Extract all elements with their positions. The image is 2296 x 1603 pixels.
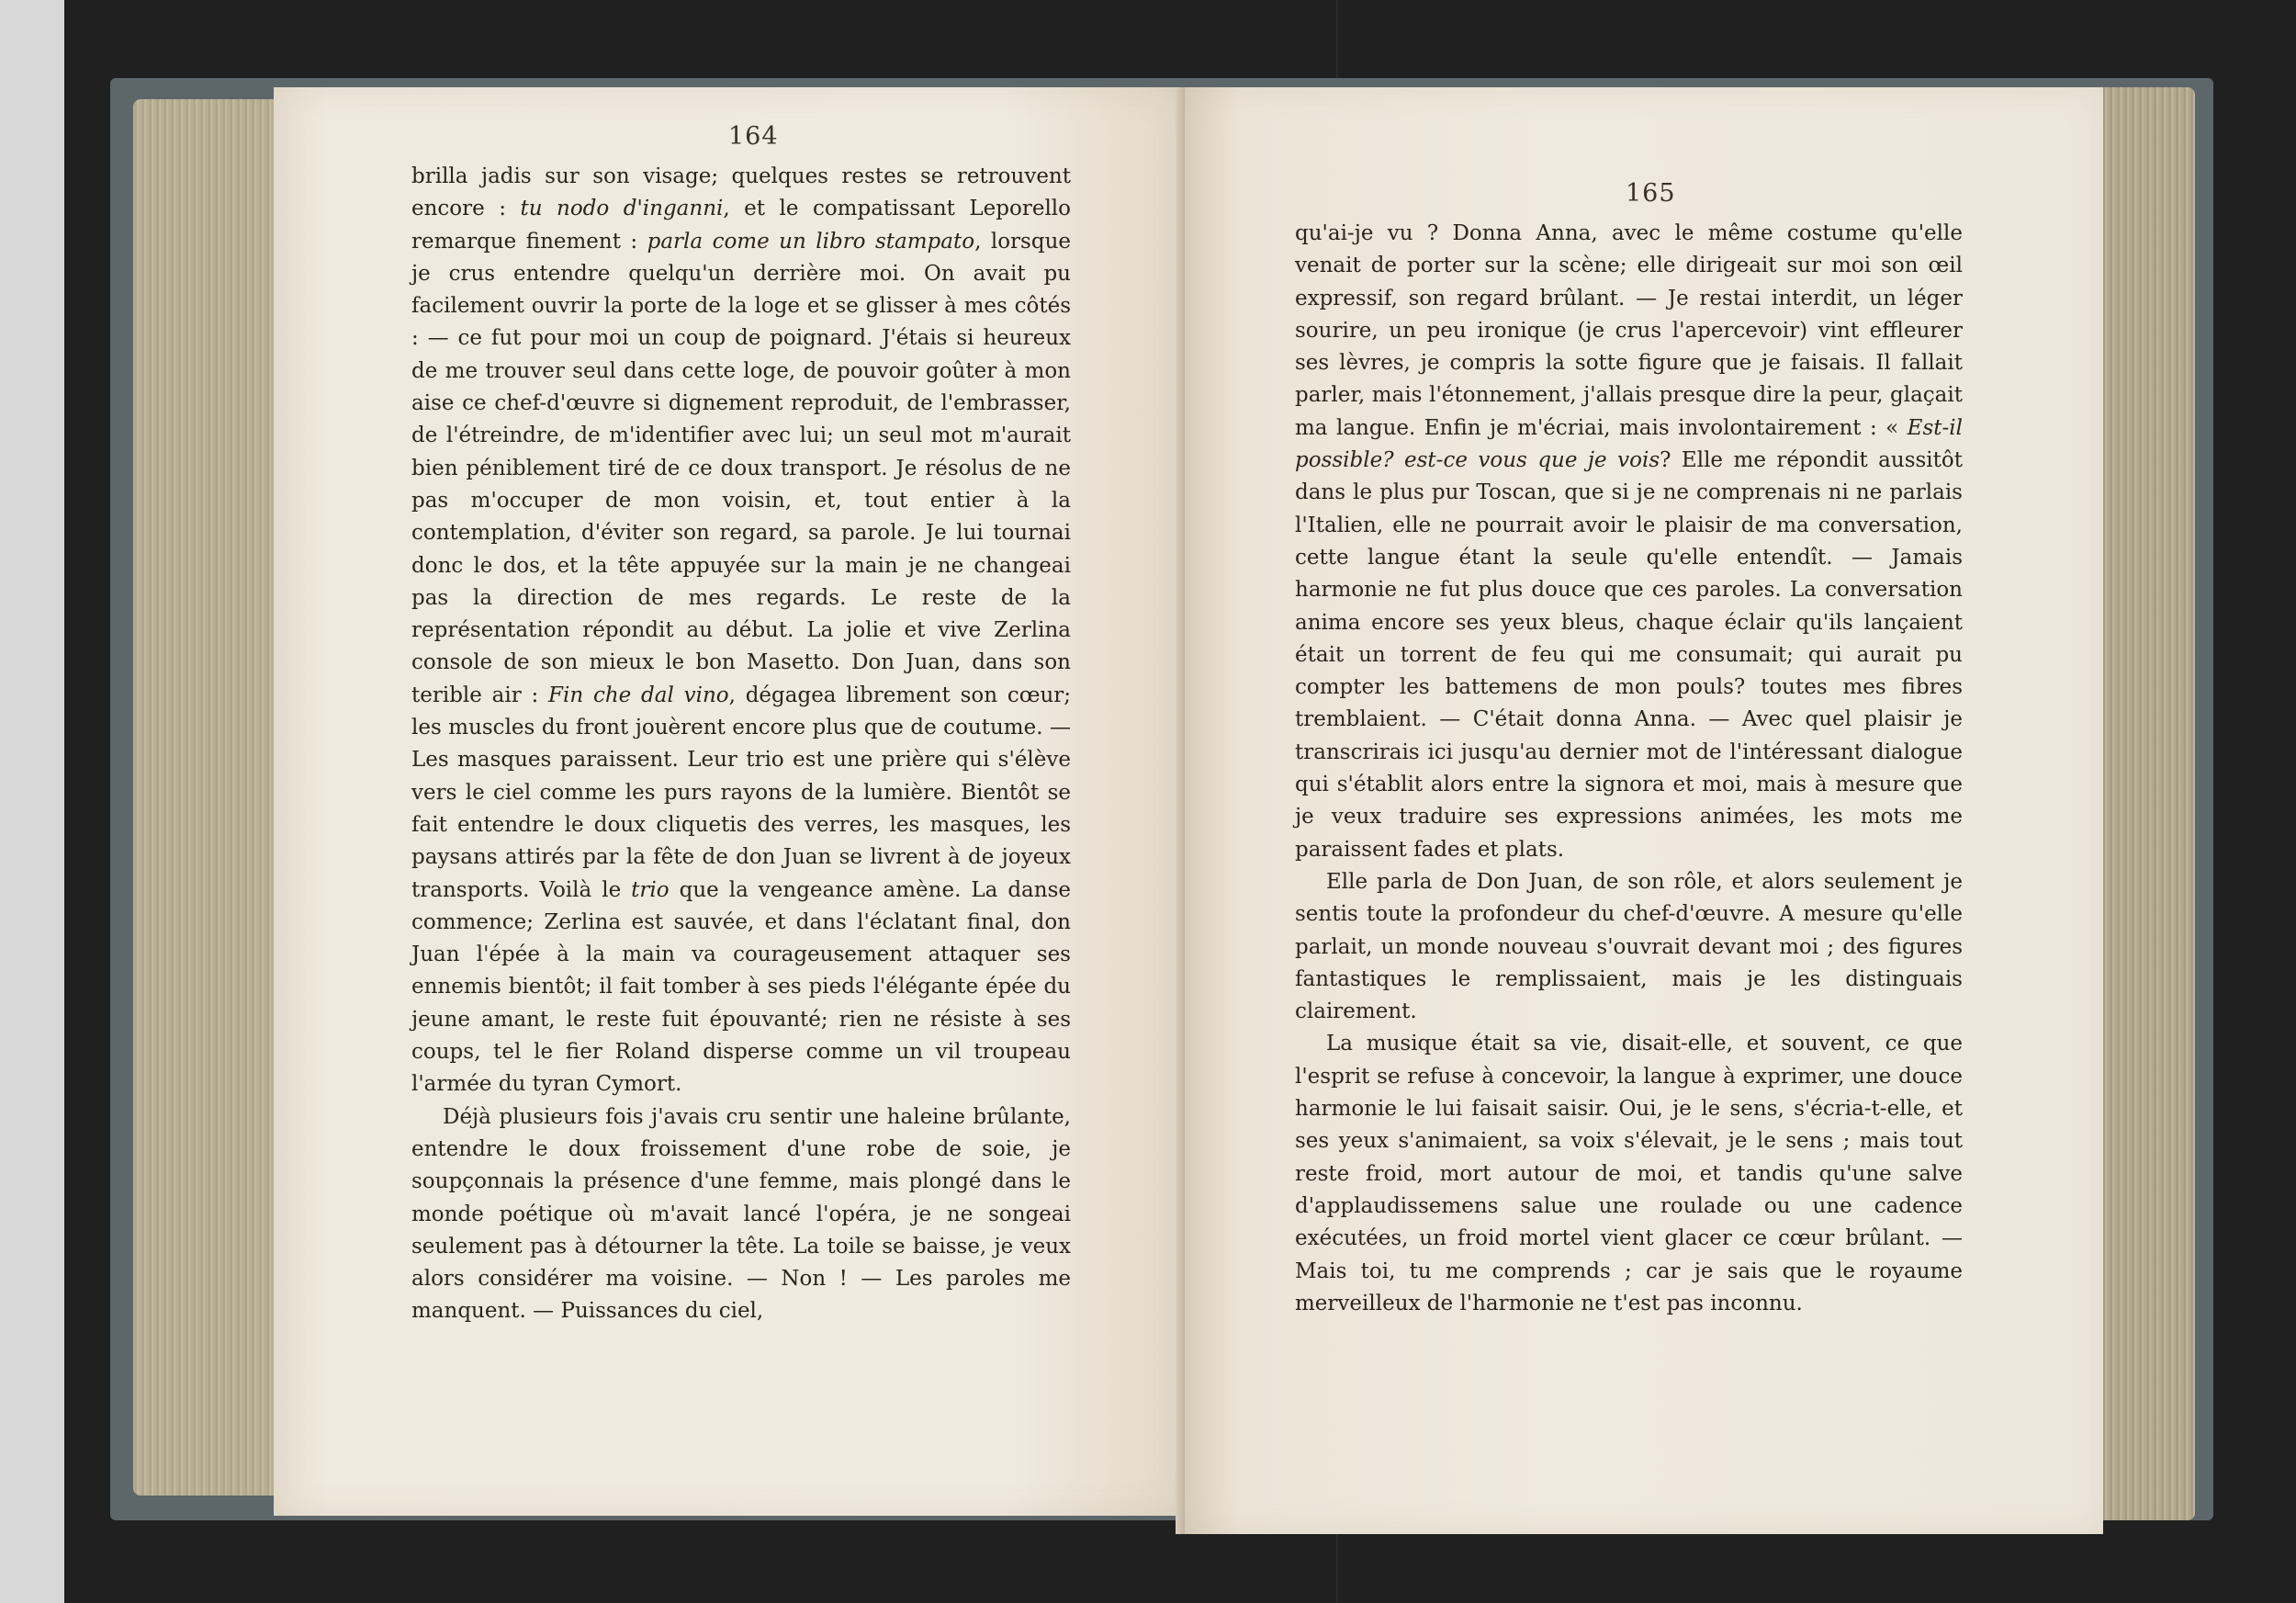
page-number: 165 (1626, 179, 1676, 208)
page-text (1295, 218, 1963, 1412)
right-page (1185, 87, 2103, 1534)
text-run: La musique était sa vie, disait-elle, et souvent, ce que l'esprit se refuse à concevoir, la langue à exprimer, une douce harmonie le lui faisait saisir. Oui, je le sens, s'écria-t-elle, et ses yeux s'animaient, sa voix s'élevait, je le sens ; mais tout reste froid, mort autour de moi, et tandis qu'une salve d'applaudissemens salue une roulade ou une cadence exécutées, un froid mortel vient glacer ce cœur brûlant. — Mais toi, tu me comprends ; car je sais que le royaume merveilleux de l'harmonie ne t'est pas inconnu. (1295, 1032, 1963, 1315)
page-text (411, 161, 1071, 1355)
text-run: qu'ai-je vu ? Donna Anna, avec le même costume qu'elle venait de porter sur la scène; elle dirigeait sur moi son œil expressif, son regard brûlant. — Je restai interdit, un léger sourire, un peu ironique (je crus l'apercevoir) vint effleurer ses lèvres, je compris la sotte figure que je faisais. Il fallait parler, mais l'étonnement, j'allais presque dire la peur, glaçait ma langue. Enfin je m'écriai, mais involontairement : « (1295, 221, 1963, 440)
text-run: , et le compatissant Leporello remarque finement : (411, 197, 1071, 254)
italic-text: Fin che dal vino (548, 683, 729, 707)
text-run: , dégagea librement son cœur; les muscles du front jouèrent encore plus que de coutume. — Les masques paraissent. Leur trio est une prière qui s'élève vers le ciel comme les purs rayons de la lumière. Bientôt se fait entendre le doux cliquetis des verres, les masques, les paysans attirés par la fête de don Juan se livrent à de joyeux transports. Voilà le (411, 683, 1071, 902)
italic-text: trio (631, 877, 670, 902)
italic-text: tu nodo d'inganni (520, 197, 724, 221)
text-run: que la vengeance amène. La danse commence; Zerlina est sauvée, et dans l'éclatant final, don Juan l'épée à la main va courageusement attaquer ses ennemis bientôt; il fait tomber à ses pieds l'élégante épée du jeune amant, le reste fuit épouvanté; rien ne résiste à ses coups, tel le fier Roland disperse comme un vil troupeau l'armée du tyran Cymort. (411, 877, 1071, 1097)
background-strip-left (0, 0, 64, 1603)
left-page (274, 87, 1185, 1516)
paragraph (1295, 866, 1963, 1028)
italic-text: parla come un libro stampato (647, 229, 975, 254)
text-run: Elle parla de Don Juan, de son rôle, et alors seulement je sentis toute la profondeur du chef-d'œuvre. A mesure qu'elle parlait, un monde nouveau s'ouvrait devant moi ; des figures fantastiques le remplissaient, mais je les distinguais clairement. (1295, 869, 1963, 1024)
text-run: Déjà plusieurs fois j'avais cru sentir une haleine brûlante, entendre le doux froissement d'une robe de soie, je soupçonnais la présence d'une femme, mais plongé dans le monde poétique où m'avait lancé l'opéra, je ne songeai seulement pas à détourner la tête. La toile se baisse, je veux alors considérer ma voisine. — Non ! — Les paroles me manquent. — Puissances du ciel, (411, 1104, 1071, 1324)
text-run: ? Elle me répondit aussitôt dans le plus pur Toscan, que si je ne comprenais ni ne parlais l'Italien, elle ne pourrait avoir le plaisir de ma conversation, cette langue étant la seule qu'elle entendît. — Jamais harmonie ne fut plus douce que ces paroles. La conversation anima encore ses yeux bleus, chaque éclair qu'ils lançaient était un torrent de feu qui me consumait; qui aurait pu compter les battemens de mon pouls? toutes mes fibres tremblaient. — C'était donna Anna. — Avec quel plaisir je transcrirais ici jusqu'au dernier mot de l'intéressant dialogue qui s'établit alors entre la signora et moi, mais à mesure que je veux traduire ses expressions animées, les mots me paraissent fades et plats. (1295, 448, 1963, 862)
paragraph (411, 1101, 1071, 1328)
paragraph (411, 161, 1071, 1101)
page-number: 164 (728, 122, 779, 151)
italic-text: Est-il possible? est-ce vous que je vois (1295, 415, 1963, 473)
text-run: brilla jadis sur son visage; quelques restes se retrouvent encore : (411, 164, 1071, 221)
page-edges-left (133, 99, 294, 1496)
paragraph (1295, 218, 1963, 866)
text-run: , lorsque je crus entendre quelqu'un derrière moi. On avait pu facilement ouvrir la porte de la loge et se glisser à mes côtés : — ce fut pour moi un coup de poignard. J'étais si heureux de me trouver seul dans cette loge, de pouvoir goûter à mon aise ce chef-d'œuvre si dignement reproduit, de l'embrasser, de l'étreindre, de m'identifier avec lui; un seul mot m'aurait bien péniblement tiré de ce doux transport. Je résolus de ne pas m'occuper de mon voisin, et, tout entier à la contemplation, d'éviter son regard, sa parole. Je lui tournai donc le dos, et la tête appuyée sur la main je ne changeai pas la direction de mes regards. Le reste de la représentation répondit au début. La jolie et vive Zerlina console de son mieux le bon Masetto. Don Juan, dans son terible air : (411, 229, 1071, 707)
paragraph (1295, 1028, 1963, 1320)
page-edges-right (2094, 87, 2195, 1520)
